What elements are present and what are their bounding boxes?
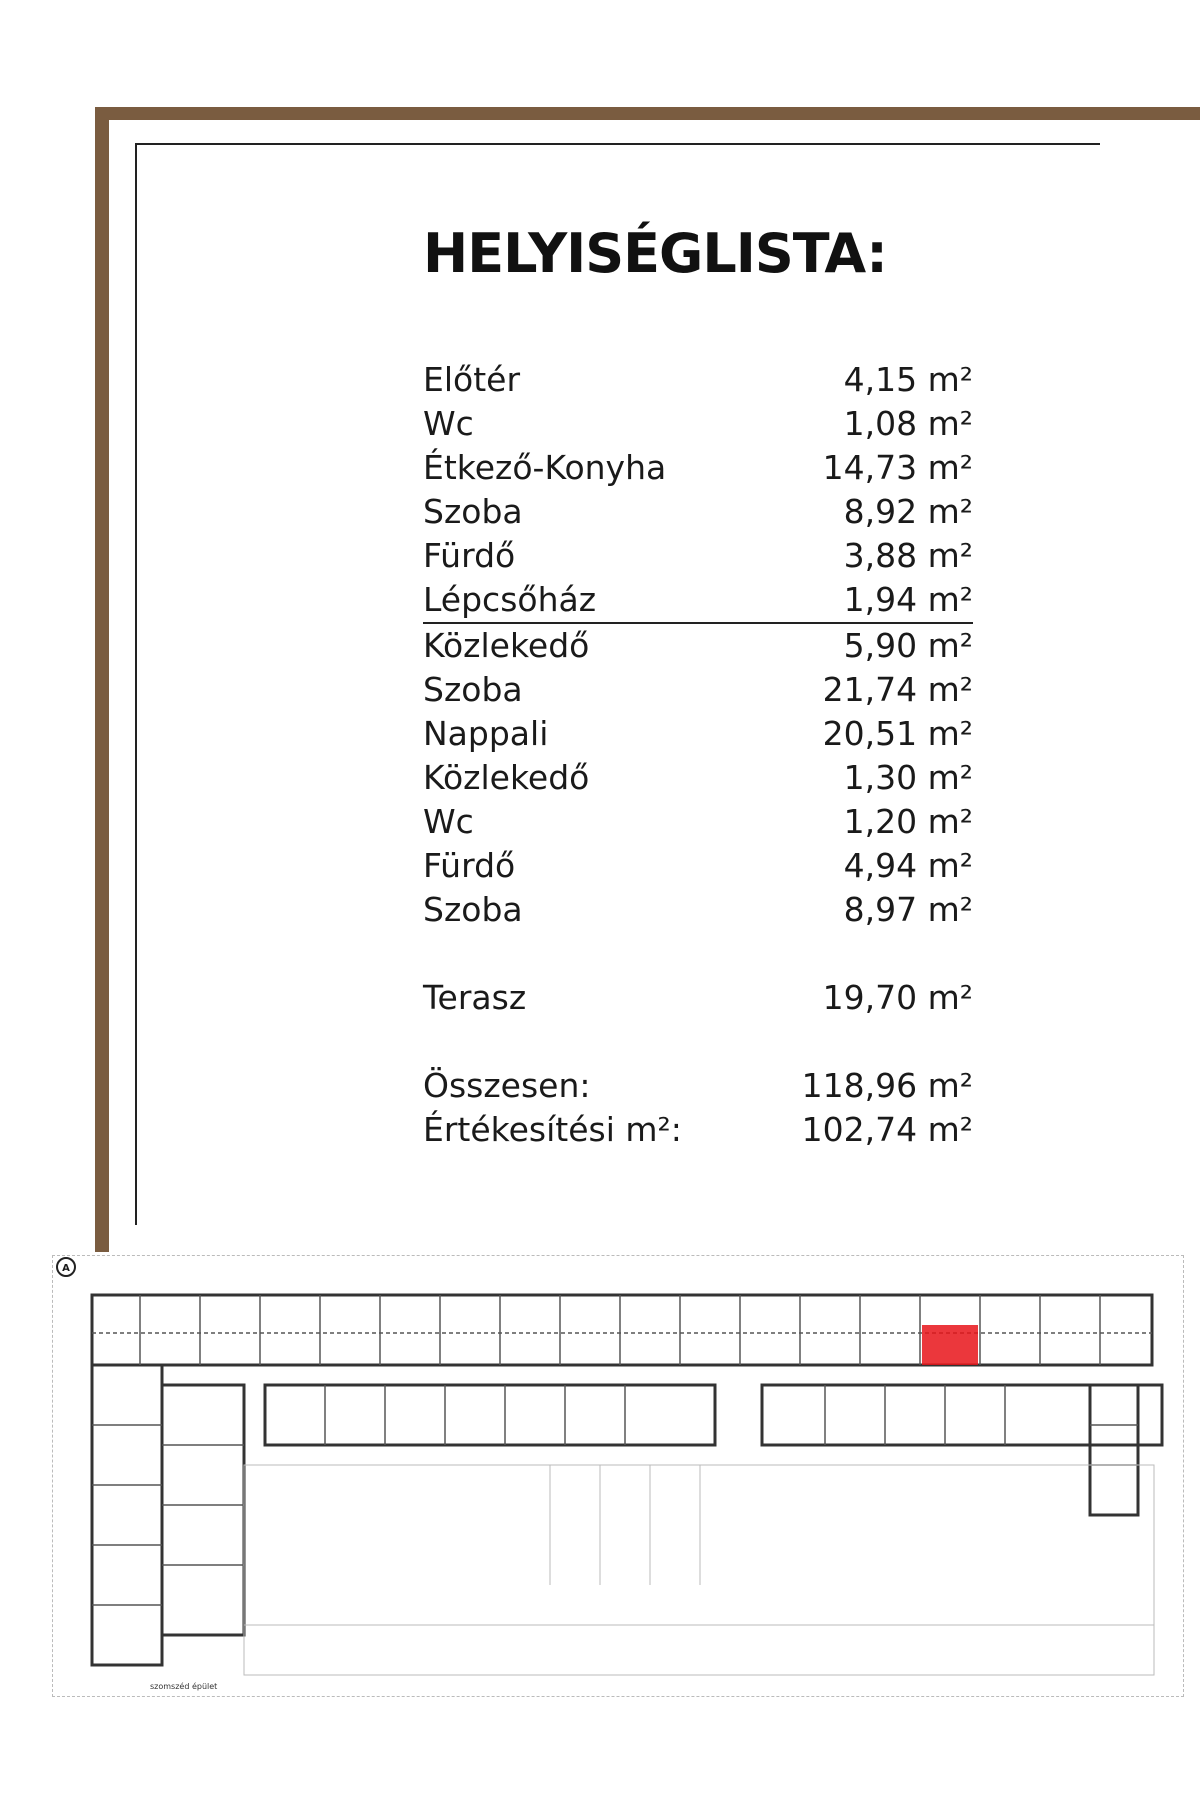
room-name: Nappali	[423, 714, 549, 753]
room-area: 20,51 m²	[822, 714, 973, 753]
room-area: 8,97 m²	[843, 890, 973, 929]
west-block-outline	[162, 1385, 244, 1635]
room-name: Közlekedő	[423, 626, 590, 665]
room-name: Étkező-Konyha	[423, 448, 667, 487]
total-area: 118,96 m²	[801, 1066, 973, 1105]
page-title: HELYISÉGLISTA:	[423, 222, 887, 285]
room-area: 1,30 m²	[843, 758, 973, 797]
highlighted-apartment	[922, 1325, 978, 1365]
top-wing-outline	[92, 1295, 1152, 1365]
brown-frame-top	[95, 107, 1200, 120]
room-row	[423, 844, 973, 888]
total-row	[423, 1064, 973, 1108]
floor-plan	[80, 1285, 1170, 1695]
room-name: Előtér	[423, 360, 521, 399]
terrace-name: Terasz	[423, 978, 527, 1017]
room-name: Wc	[423, 802, 474, 841]
plan-caption: szomszéd épület	[150, 1682, 218, 1691]
brown-frame-left	[95, 107, 109, 1252]
room-name: Szoba	[423, 890, 523, 929]
room-name: Fürdő	[423, 536, 516, 575]
room-area: 1,08 m²	[843, 404, 973, 443]
room-area: 1,94 m²	[843, 580, 973, 619]
sales-area-row	[423, 1108, 973, 1152]
room-row	[423, 534, 973, 578]
room-row	[423, 800, 973, 844]
room-row	[423, 358, 973, 402]
room-area: 1,20 m²	[843, 802, 973, 841]
total-label: Összesen:	[423, 1066, 591, 1105]
room-list	[423, 358, 973, 1152]
room-row	[423, 446, 973, 490]
room-name: Közlekedő	[423, 758, 590, 797]
room-row	[423, 624, 973, 668]
room-area: 4,15 m²	[843, 360, 973, 399]
room-row	[423, 756, 973, 800]
room-row-divider	[423, 578, 973, 624]
room-area: 8,92 m²	[843, 492, 973, 531]
central-block-right	[762, 1385, 1162, 1445]
room-row	[423, 888, 973, 932]
sales-label: Értékesítési m²:	[423, 1110, 682, 1149]
sales-area: 102,74 m²	[801, 1110, 973, 1149]
room-name: Fürdő	[423, 846, 516, 885]
room-name: Szoba	[423, 492, 523, 531]
terrace-area: 19,70 m²	[822, 978, 973, 1017]
room-area: 5,90 m²	[843, 626, 973, 665]
room-row	[423, 712, 973, 756]
room-area: 21,74 m²	[822, 670, 973, 709]
room-area: 4,94 m²	[843, 846, 973, 885]
central-block-left	[265, 1385, 715, 1445]
room-row	[423, 402, 973, 446]
room-row	[423, 490, 973, 534]
west-wing-outline	[92, 1365, 162, 1665]
east-tower-outline	[1090, 1385, 1138, 1515]
thin-frame-top	[135, 143, 1100, 145]
thin-frame-left	[135, 143, 137, 1225]
room-row	[423, 668, 973, 712]
room-name: Lépcsőház	[423, 580, 597, 619]
room-area: 3,88 m²	[843, 536, 973, 575]
room-name: Szoba	[423, 670, 523, 709]
room-area: 14,73 m²	[822, 448, 973, 487]
architect-logo-icon: A	[56, 1257, 76, 1277]
terrace-row	[423, 976, 973, 1020]
room-name: Wc	[423, 404, 474, 443]
